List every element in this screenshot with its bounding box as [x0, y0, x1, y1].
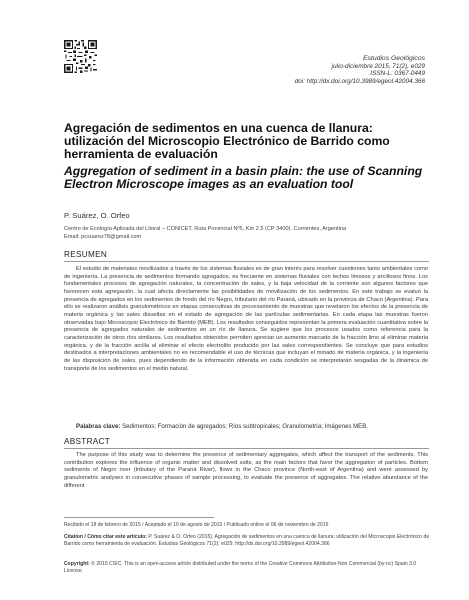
copyright-label: Copyright: — [64, 561, 90, 567]
journal-name: Estudios Geológicos — [363, 55, 425, 62]
copyright — [64, 561, 430, 575]
citation — [64, 534, 430, 548]
resumen-text: El estudio de materiales movilizados a través de los sistemas fluviales es de gran interés para resolver cuestiones tanto ambientales como de ingeniería. La presencia de sedimentos formando agregados, es frecuente en sistemas fluviales con lechos limosos y arcillosos finos. Los fundamentales procesos de agregación naturales, la concentración de sales, y la baja velocidad de la corriente son algunos factores que favorecen esta agregación, la cual afecta directamente las posibilidades de movilización de los sedimentos. En este trabajo se evaluó la presencia de agregados en los sedimentos de fondo del río Negro, tributario del río Paraná, ubicado en la provincia de Chaco (Argentina). Para ello se realizaron análisis granulométricos en etapas consecutivas de procesamiento de muestras que revelaron los efectos de la presencia de materia orgánica y las sales disueltas en el estado de agregación de las partículas sedimentarias. En cada etapa las muestras fueron observadas bajo Microscopio Electrónico de Barrido (MEB). Los resultados conseguidos representan la primera evaluación cuantitativa sobre la presencia de agregados naturales de sedimentos en un río de llanura. Se sugiere que los procesos usados como referencia para la caracterización de otros ríos similares. Los resultados obtenidos permiten apreciar un aumento marcado de la fracción limo al eliminar materia orgánica, y de la fracción arcilla al eliminar el efecto electrolito producido por las sales correspondientes. Se concluye que para estudios destinados a interpretaciones ambientales no es recomendable el uso de técnicas que incluyan el minado de materia orgánica, y la ingeniería de las disposición de sales, pues dependiendo de la información obtenida en cada condición se interpretarán sesgadas de la dinámica de transporte de los sedimentos en el medio natural. — [64, 266, 428, 372]
affiliation-line: Centro de Ecología Aplicada del Litoral – CONICET. Ruta Provincial Nº5, Km 2.5 (CP 3400). Corrientes, Argentina — [64, 226, 347, 232]
abstract-text: The purpose of this study was to determine the presence of sedimentary aggregates, which affect the transport of the sediments. This contribution explores the influence of organic matter and dissolved salts, as the main factors that favor the aggregation of particles. Bottom sediments of Negro river (tributary of the Paraná River), flows in the Chaco province (North-east of Argentina) and were assessed by granulometric analyses in consecutive phases of sample processing, to evaluate the presence of aggregates. The relative abundance of the different — [64, 452, 428, 489]
title-english: Aggregation of sediment in a basin plain: the use of Scanning Electron Microscope images as an evaluation tool — [64, 164, 423, 192]
issue-date: julio-diciembre 2015, 71(2), e029 — [331, 62, 425, 70]
keywords — [64, 423, 428, 430]
copyright-text: © 2015 CSIC. This is an open-access article distributed under the terms of the Creative Commons Attribution-Non Commercial (by-nc) Spain 3.0 License. — [64, 561, 417, 574]
doi-link[interactable]: doi: http://dx.doi.org/10.3989/egeol.42004.366 — [294, 77, 425, 85]
title-spanish: Agregación de sedimentos en una cuenca de llanura: utilización del Microscopio Electrónico de Barrido como herramienta de evaluación — [64, 121, 390, 162]
affiliation — [64, 226, 424, 241]
abstract-divider — [64, 448, 429, 449]
resumen-heading: RESUMEN — [64, 250, 108, 259]
author-email[interactable]: Email: pcsuarez78@gmail.com — [64, 233, 142, 240]
keywords-text: Sedimentos; Formación de agregados; Ríos subtropicales; Granulometría; Imágenes MEB. — [122, 423, 368, 430]
footnote-divider — [64, 517, 214, 518]
authors: P. Suárez, O. Orfeo — [64, 211, 130, 220]
issn: ISSN-L: 0367-0449 — [370, 70, 425, 78]
received-dates: Recibido el 18 de febrero de 2015 / Aceptado el 10 de agosto de 2015 / Publicado online el 06 de noviembre de 2015 — [64, 522, 329, 528]
resumen-divider — [64, 261, 429, 262]
qr-code-icon — [64, 40, 97, 73]
citation-text: P. Suárez & O. Orfeo (2015). Agregación de sedimentos en una cuenca de llanura: utilización del Microscopio Electrónico de Barrido como herramienta de evaluación. Estudios Geológicos 71(2): e029. http://dx.doi.org/10.3989/egeol.42004.366 — [64, 534, 430, 547]
citation-label: Citation / Cómo citar este artículo: — [64, 534, 147, 540]
journal-header — [295, 55, 425, 85]
keywords-label: Palabras clave: — [76, 423, 121, 430]
abstract-heading: ABSTRACT — [64, 437, 111, 446]
